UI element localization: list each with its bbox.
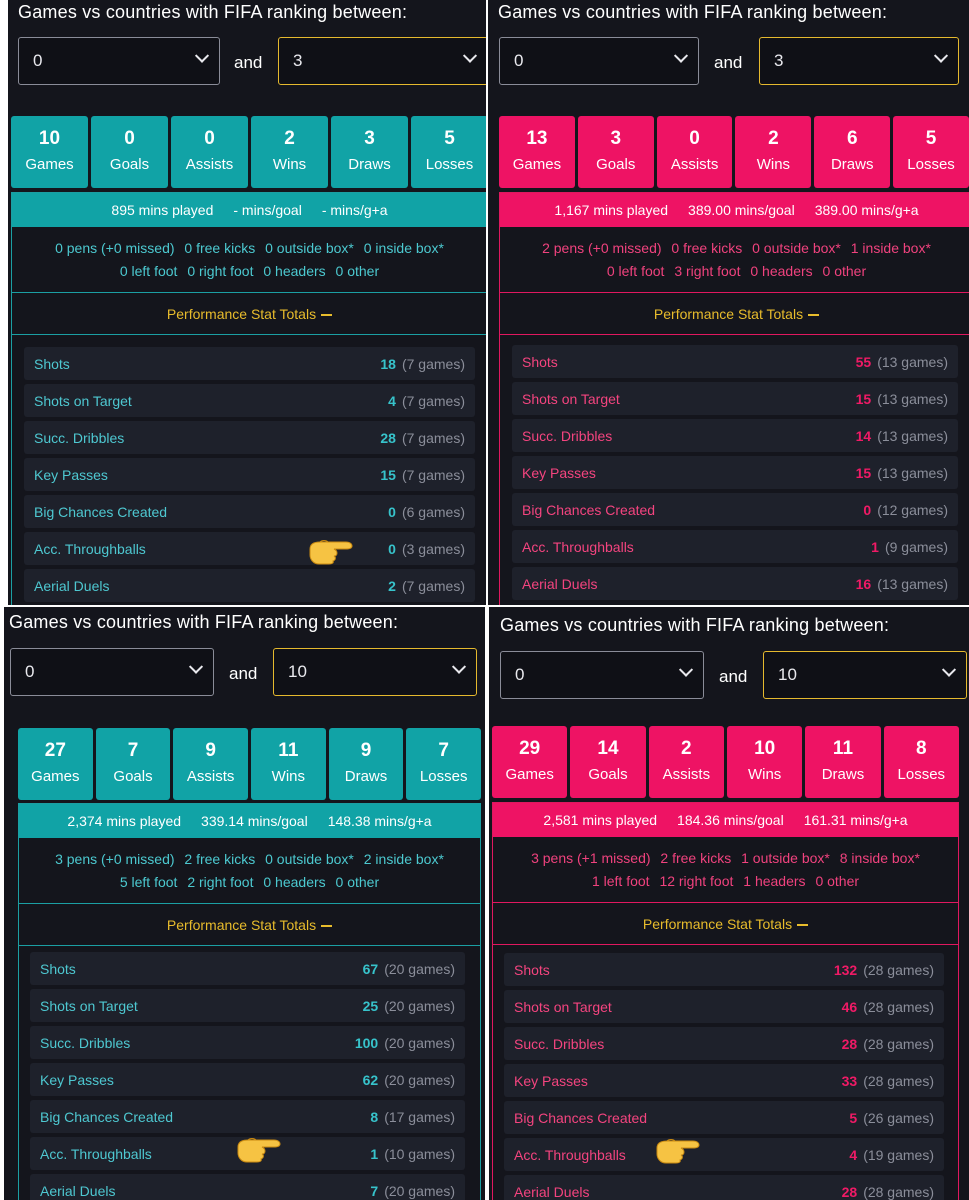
tile-number: 13 (526, 128, 548, 149)
minus-icon (321, 314, 332, 316)
right-foot-stat: 3 right foot (674, 263, 741, 279)
tile-number: 7 (438, 740, 449, 761)
stat-label: Acc. Throughballs (34, 541, 146, 557)
tile-label: Draws (344, 768, 388, 785)
stat-value: 16 (855, 576, 872, 592)
stats-panel-top-left (8, 0, 486, 605)
chevron-down-icon (463, 49, 477, 63)
stat-label: Shots on Target (34, 393, 132, 409)
stat-row (512, 382, 958, 415)
tile-label: Losses (425, 156, 474, 173)
stat-games: (20 games) (384, 1072, 455, 1088)
mins-per-goal: 389.00 mins/goal (688, 202, 795, 218)
select-value: 10 (288, 662, 307, 681)
goal-detail (500, 227, 969, 293)
select-value: 0 (33, 51, 43, 70)
inside-box-stat: 2 inside box* (363, 851, 444, 867)
ranking-header: Games vs countries with FIFA ranking between: (18, 2, 408, 22)
stat-games: (28 games) (863, 1073, 934, 1089)
goal-detail (19, 838, 480, 904)
ranking-header: Games vs countries with FIFA ranking between: (500, 615, 890, 635)
tile-label: Wins (272, 156, 307, 173)
perf-title: Performance Stat Totals (642, 916, 793, 932)
stat-row (512, 530, 958, 563)
pens-stat: 3 pens (+0 missed) (55, 851, 175, 867)
tile-number: 3 (364, 128, 375, 149)
stat-games: (13 games) (877, 354, 948, 370)
tile-number: 27 (44, 740, 66, 761)
inside-box-stat: 8 inside box* (839, 850, 920, 866)
ranking-from-select[interactable] (500, 651, 704, 699)
tile-label: Games (505, 766, 554, 783)
stat-value: 15 (855, 465, 872, 481)
perf-toggle[interactable] (493, 903, 958, 945)
stat-row (30, 1174, 465, 1200)
stat-games: (9 games) (884, 539, 948, 555)
stat-value: 0 (863, 502, 872, 518)
stats-panel-bottom-right (489, 607, 969, 1200)
stat-row (504, 990, 944, 1023)
stat-value: 62 (362, 1072, 379, 1088)
stat-games: (6 games) (401, 504, 465, 520)
stat-value: 0 (388, 504, 396, 520)
stat-games: (13 games) (877, 465, 948, 481)
chevron-down-icon (934, 49, 948, 63)
stat-row (512, 567, 958, 600)
select-value: 0 (515, 665, 525, 684)
stat-games: (13 games) (877, 428, 948, 444)
stat-value: 4 (849, 1147, 858, 1163)
stat-games: (28 games) (863, 1184, 934, 1200)
headers-stat: 1 headers (743, 873, 806, 889)
stat-value: 55 (855, 354, 872, 370)
stat-label: Acc. Throughballs (522, 539, 634, 555)
perf-toggle[interactable] (500, 293, 969, 335)
stat-games: (7 games) (401, 393, 465, 409)
stat-row (30, 1026, 465, 1059)
tile-label: Losses (907, 156, 955, 173)
outside-box-stat: 0 outside box* (265, 851, 354, 867)
tile-number: 8 (916, 738, 927, 759)
pens-stat: 3 pens (+1 missed) (531, 850, 651, 866)
ranking-to-select[interactable] (763, 651, 967, 699)
stat-row (24, 495, 475, 528)
stat-value: 28 (841, 1184, 858, 1200)
stat-row (512, 345, 958, 378)
stat-value: 28 (841, 1036, 858, 1052)
stat-row (504, 1138, 944, 1171)
stats-panel-top-right (488, 0, 969, 605)
stat-row (504, 1027, 944, 1060)
and-label: and (714, 53, 743, 72)
tile-wins (251, 728, 326, 800)
tile-label: Losses (419, 768, 468, 785)
headers-stat: 0 headers (263, 874, 326, 890)
tile-label: Draws (821, 766, 865, 783)
mins-per-goal: - mins/goal (233, 202, 302, 218)
other-stat: 0 other (822, 263, 867, 279)
mins-played: 895 mins played (111, 202, 214, 218)
stat-label: Shots on Target (40, 998, 138, 1014)
chevron-down-icon (452, 660, 466, 674)
stat-label: Acc. Throughballs (40, 1146, 152, 1162)
tile-label: Assists (662, 766, 711, 783)
stat-row (504, 953, 944, 986)
minus-icon (797, 924, 808, 926)
right-foot-stat: 0 right foot (187, 263, 254, 279)
left-foot-stat: 0 left foot (606, 263, 665, 279)
tile-number: 0 (204, 128, 215, 149)
ranking-from-select[interactable] (10, 648, 214, 696)
stat-label: Key Passes (514, 1073, 588, 1089)
stat-label: Big Chances Created (34, 504, 168, 520)
stat-games: (20 games) (384, 1183, 455, 1199)
stat-label: Big Chances Created (40, 1109, 174, 1125)
tile-games (499, 116, 575, 188)
other-stat: 0 other (815, 873, 860, 889)
stat-label: Shots on Target (522, 391, 620, 407)
select-value: 0 (514, 51, 524, 70)
tile-draws (331, 116, 408, 188)
stat-value: 7 (370, 1183, 379, 1199)
stat-value: 2 (388, 578, 396, 594)
headers-stat: 0 headers (263, 263, 326, 279)
mins-per-ga: 389.00 mins/g+a (814, 202, 919, 218)
tile-number: 11 (278, 740, 299, 761)
headers-stat: 0 headers (750, 263, 813, 279)
pens-stat: 2 pens (+0 missed) (542, 240, 662, 256)
left-foot-stat: 5 left foot (119, 874, 178, 890)
tile-number: 7 (127, 740, 139, 761)
and-label: and (234, 53, 263, 72)
stat-value: 46 (841, 999, 858, 1015)
stat-label: Succ. Dribbles (514, 1036, 605, 1052)
tile-number: 9 (205, 740, 216, 761)
stat-games: (28 games) (863, 999, 934, 1015)
other-stat: 0 other (335, 874, 380, 890)
chevron-down-icon (942, 663, 956, 677)
stat-row (512, 419, 958, 452)
stat-games: (7 games) (401, 356, 465, 372)
tile-goals (570, 726, 645, 798)
stat-label: Key Passes (522, 465, 596, 481)
tile-label: Games (31, 768, 80, 785)
tile-label: Draws (830, 156, 874, 173)
stat-label: Shots (522, 354, 558, 370)
stat-row (24, 569, 475, 602)
stat-value: 8 (370, 1109, 379, 1125)
summary-bar (19, 804, 480, 838)
stat-row (24, 347, 475, 380)
chevron-down-icon (189, 660, 203, 674)
and-label: and (229, 664, 258, 683)
tile-label: Wins (756, 156, 791, 173)
tile-label: Wins (271, 768, 306, 785)
stat-value: 25 (362, 998, 379, 1014)
tile-goals (96, 728, 171, 800)
stat-label: Succ. Dribbles (522, 428, 613, 444)
tile-draws (805, 726, 880, 798)
stat-label: Succ. Dribbles (40, 1035, 131, 1051)
stat-games: (7 games) (401, 467, 465, 483)
mins-per-ga: 148.38 mins/g+a (327, 813, 432, 829)
tile-label: Goals (109, 156, 150, 173)
stat-games: (17 games) (384, 1109, 455, 1125)
stat-games: (13 games) (877, 391, 948, 407)
minus-icon (808, 314, 819, 316)
stat-games: (28 games) (863, 962, 934, 978)
ranking-from-select[interactable] (18, 37, 220, 85)
tile-label: Losses (897, 766, 946, 783)
minus-icon (321, 925, 332, 927)
stat-value: 5 (849, 1110, 858, 1126)
stat-row (24, 421, 475, 454)
stat-label: Succ. Dribbles (34, 430, 125, 446)
tile-wins (735, 116, 811, 188)
stat-row (504, 1064, 944, 1097)
stat-label: Shots (34, 356, 70, 372)
stat-value: 18 (380, 356, 396, 372)
tile-number: 3 (610, 128, 622, 149)
free-kicks-stat: 0 free kicks (671, 240, 743, 256)
chevron-down-icon (679, 663, 693, 677)
tile-label: Games (512, 156, 562, 173)
stat-value: 0 (388, 541, 396, 557)
tile-label: Goals (113, 768, 153, 785)
tile-number: 9 (360, 740, 372, 761)
ranking-to-select[interactable] (278, 37, 486, 85)
right-foot-stat: 2 right foot (187, 874, 254, 890)
tile-games (18, 728, 93, 800)
left-foot-stat: 0 left foot (119, 263, 178, 279)
stat-rows (512, 345, 958, 604)
summary-tiles (492, 726, 959, 798)
pointing-hand-icon (236, 1133, 282, 1163)
summary-bar (12, 193, 486, 227)
perf-title: Performance Stat Totals (653, 306, 804, 322)
ranking-header: Games vs countries with FIFA ranking between: (498, 2, 888, 22)
mins-per-ga: 161.31 mins/g+a (803, 812, 908, 828)
free-kicks-stat: 0 free kicks (184, 240, 256, 256)
stat-games: (3 games) (401, 541, 465, 557)
stat-value: 15 (380, 467, 396, 483)
tile-losses (884, 726, 959, 798)
stat-games: (20 games) (384, 961, 455, 977)
stat-row (24, 532, 475, 565)
tile-label: Goals (596, 156, 636, 173)
tile-number: 5 (925, 128, 937, 149)
perf-title: Performance Stat Totals (166, 917, 317, 933)
stat-games: (19 games) (863, 1147, 934, 1163)
stat-games: (12 games) (877, 502, 948, 518)
tile-losses (893, 116, 969, 188)
tile-goals (578, 116, 654, 188)
tile-wins (727, 726, 802, 798)
mins-per-goal: 184.36 mins/goal (677, 812, 784, 828)
stat-row (24, 458, 475, 491)
stat-rows (504, 953, 944, 1200)
pointing-hand-icon (308, 535, 354, 565)
mins-per-ga: - mins/g+a (321, 202, 388, 218)
tile-assists (173, 728, 248, 800)
left-foot-stat: 1 left foot (591, 873, 650, 889)
goal-detail (493, 837, 958, 903)
stat-value: 67 (362, 961, 379, 977)
tile-label: Games (25, 156, 74, 173)
tile-number: 11 (832, 738, 854, 759)
ranking-from-select[interactable] (499, 37, 699, 85)
summary-tiles (499, 116, 969, 188)
select-value: 10 (778, 665, 797, 684)
tile-number: 5 (444, 128, 455, 149)
tile-goals (91, 116, 168, 188)
stat-games: (13 games) (877, 576, 948, 592)
summary-tiles (11, 116, 486, 188)
stat-label: Aerial Duels (522, 576, 598, 592)
pens-stat: 0 pens (+0 missed) (55, 240, 175, 256)
tile-number: 14 (597, 738, 619, 759)
stat-games: (20 games) (384, 1035, 455, 1051)
ranking-to-select[interactable] (759, 37, 959, 85)
stat-value: 4 (388, 393, 396, 409)
stat-value: 15 (855, 391, 872, 407)
stat-row (30, 989, 465, 1022)
right-foot-stat: 12 right foot (659, 873, 734, 889)
stat-row (504, 1101, 944, 1134)
free-kicks-stat: 2 free kicks (184, 851, 256, 867)
tile-number: 10 (38, 128, 61, 149)
stat-label: Shots (40, 961, 76, 977)
stat-rows (24, 347, 475, 605)
stat-label: Aerial Duels (34, 578, 110, 594)
tile-number: 2 (768, 128, 779, 149)
perf-toggle[interactable] (12, 293, 486, 335)
inside-box-stat: 1 inside box* (850, 240, 931, 256)
outside-box-stat: 0 outside box* (265, 240, 354, 256)
tile-number: 0 (124, 128, 135, 149)
stat-label: Big Chances Created (522, 502, 656, 518)
stat-row (30, 952, 465, 985)
stat-games: (10 games) (384, 1146, 455, 1162)
tile-draws (814, 116, 890, 188)
tile-assists (649, 726, 724, 798)
summary-tiles (18, 728, 481, 800)
mins-per-goal: 339.14 mins/goal (201, 813, 308, 829)
select-value: 0 (25, 662, 35, 681)
free-kicks-stat: 2 free kicks (660, 850, 732, 866)
stat-value: 1 (871, 539, 879, 555)
stat-value: 100 (354, 1035, 379, 1051)
stat-row (512, 493, 958, 526)
stats-panel-bottom-left (4, 607, 485, 1200)
summary-bar (493, 803, 958, 837)
stat-label: Key Passes (34, 467, 108, 483)
stat-label: Shots on Target (514, 999, 612, 1015)
tile-label: Assists (186, 768, 235, 785)
stat-games: (20 games) (384, 998, 455, 1014)
stat-label: Aerial Duels (40, 1183, 116, 1199)
stat-games: (7 games) (401, 578, 465, 594)
tile-label: Assists (185, 156, 234, 173)
mins-played: 2,374 mins played (67, 813, 182, 829)
stat-value: 28 (380, 430, 396, 446)
goal-detail (12, 227, 486, 293)
select-value: 3 (293, 51, 303, 70)
tile-number: 2 (681, 738, 692, 759)
mins-played: 2,581 mins played (543, 812, 658, 828)
stat-label: Key Passes (40, 1072, 114, 1088)
tile-label: Assists (670, 156, 719, 173)
tile-games (492, 726, 567, 798)
stat-label: Big Chances Created (514, 1110, 648, 1126)
tile-assists (657, 116, 733, 188)
stat-games: (28 games) (863, 1036, 934, 1052)
ranking-to-select[interactable] (273, 648, 477, 696)
tile-draws (329, 728, 404, 800)
ranking-header: Games vs countries with FIFA ranking between: (9, 612, 399, 632)
tile-losses (406, 728, 481, 800)
inside-box-stat: 0 inside box* (363, 240, 444, 256)
select-value: 3 (774, 51, 784, 70)
tile-number: 29 (519, 738, 541, 759)
stat-row (504, 1175, 944, 1200)
tile-number: 0 (689, 128, 700, 149)
tile-games (11, 116, 88, 188)
stat-value: 33 (841, 1073, 858, 1089)
stat-label: Shots (514, 962, 550, 978)
other-stat: 0 other (335, 263, 380, 279)
stat-label: Aerial Duels (514, 1184, 590, 1200)
tile-wins (251, 116, 328, 188)
tile-number: 6 (846, 128, 858, 149)
tile-label: Goals (588, 766, 628, 783)
pointing-hand-icon (655, 1134, 701, 1164)
stat-value: 14 (855, 428, 872, 444)
tile-assists (171, 116, 248, 188)
summary-bar (500, 193, 969, 227)
stat-label: Acc. Throughballs (514, 1147, 626, 1163)
mins-played: 1,167 mins played (554, 202, 669, 218)
stat-games: (7 games) (401, 430, 465, 446)
tile-number: 2 (284, 128, 295, 149)
tile-losses (411, 116, 486, 188)
stat-row (512, 456, 958, 489)
stat-row (30, 1063, 465, 1096)
perf-title: Performance Stat Totals (166, 306, 317, 322)
chevron-down-icon (195, 49, 209, 63)
outside-box-stat: 0 outside box* (752, 240, 841, 256)
stat-value: 132 (833, 962, 858, 978)
chevron-down-icon (674, 49, 688, 63)
stat-games: (26 games) (863, 1110, 934, 1126)
and-label: and (719, 667, 748, 686)
perf-toggle[interactable] (19, 904, 480, 946)
stat-row (30, 1100, 465, 1133)
tile-label: Draws (348, 156, 391, 173)
stat-row (24, 384, 475, 417)
stat-value: 1 (370, 1146, 379, 1162)
tile-number: 10 (754, 738, 776, 759)
tile-label: Wins (747, 766, 782, 783)
outside-box-stat: 1 outside box* (741, 850, 830, 866)
